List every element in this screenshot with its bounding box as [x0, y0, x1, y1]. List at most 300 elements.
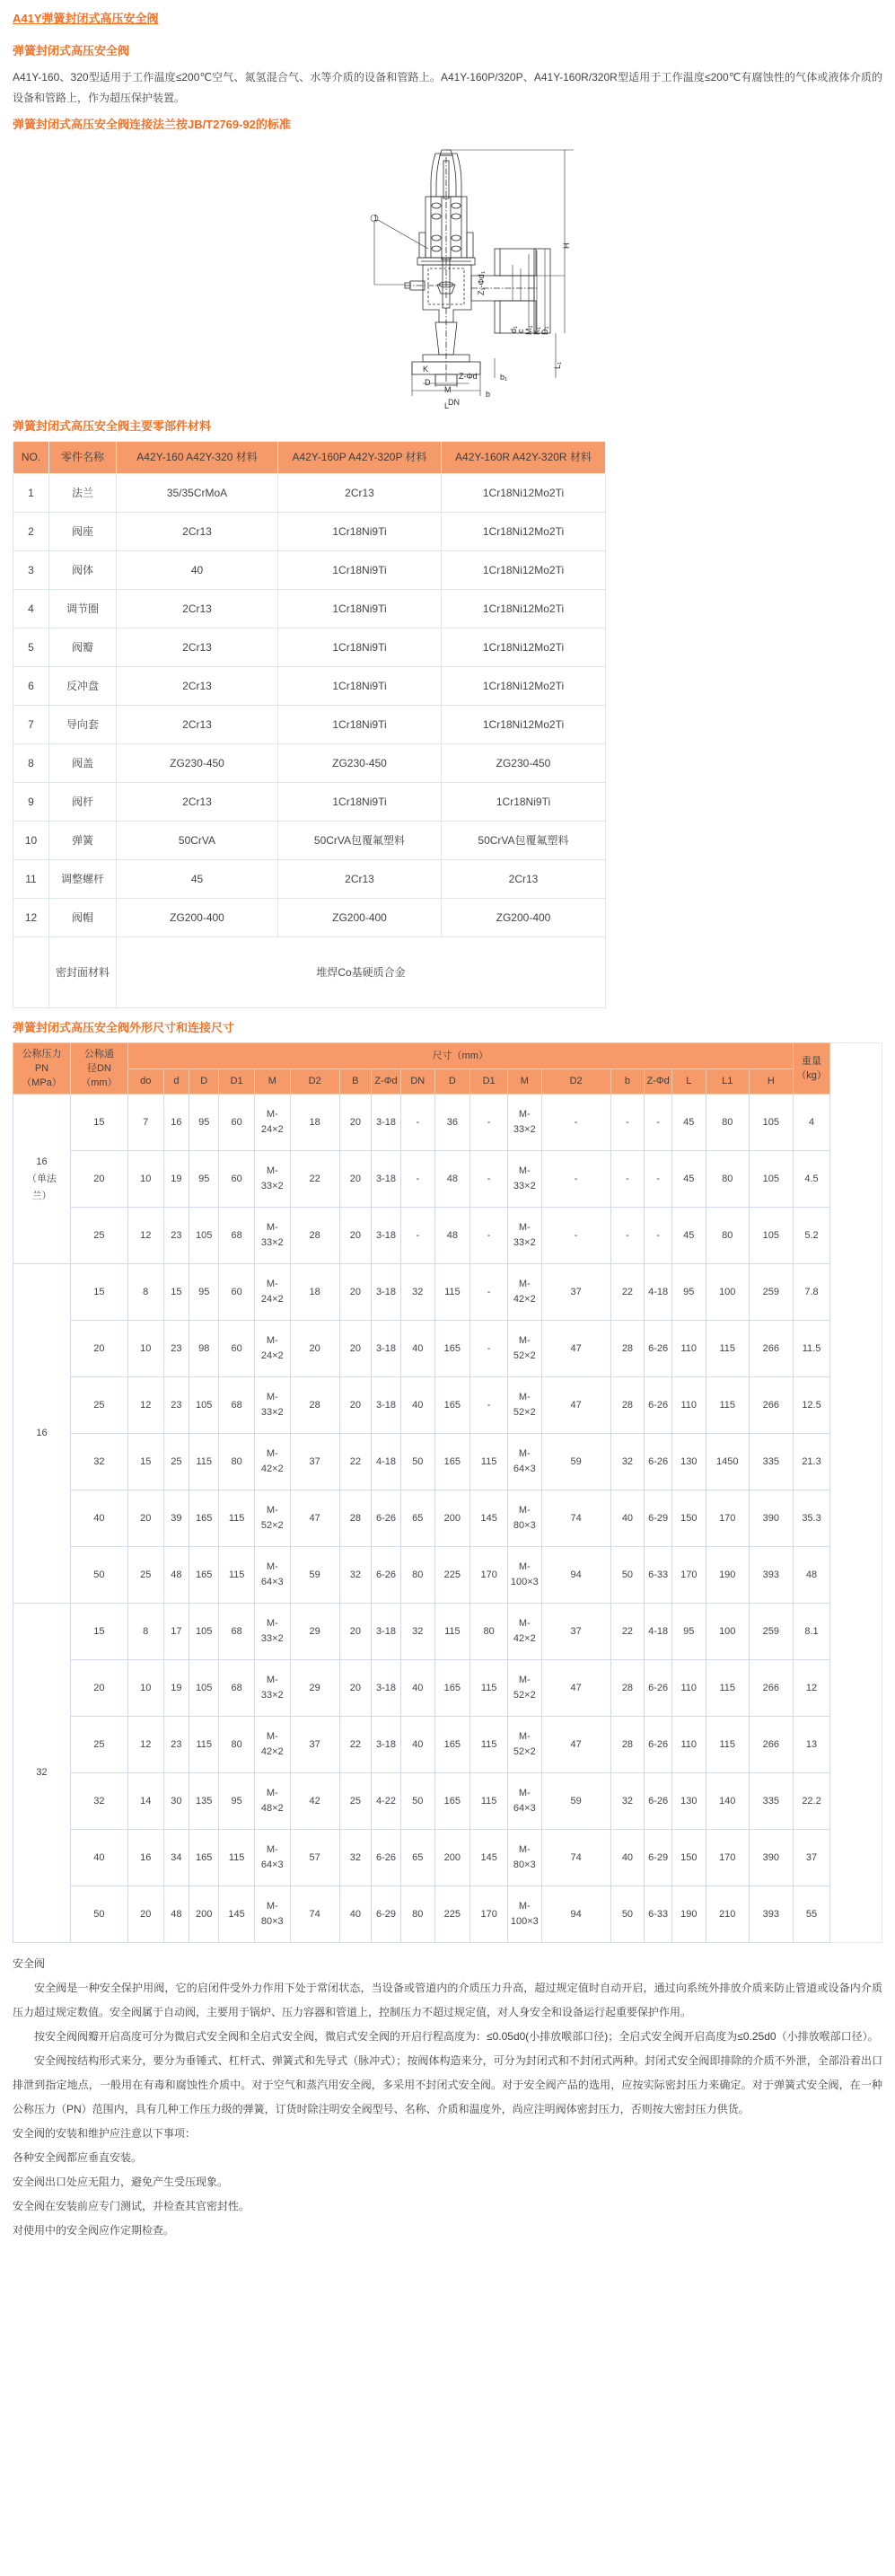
dim-cell: 40: [401, 1660, 434, 1717]
materials-cell-no: 2: [13, 513, 49, 551]
dim-cell: 6-26: [645, 1717, 672, 1773]
dim-cell: 4.5: [793, 1151, 830, 1208]
dim-cell: 95: [672, 1604, 706, 1660]
materials-cell-part: 反冲盘: [49, 667, 117, 706]
dim-cell: M-64×3: [508, 1434, 541, 1490]
dim-cell: 115: [706, 1717, 750, 1773]
dim-cell: 17: [163, 1604, 189, 1660]
dim-cell: 40: [339, 1886, 371, 1943]
dim-subcol-7: Z-Φd: [371, 1068, 400, 1095]
dim-cell: 115: [706, 1321, 750, 1377]
dim-cell: 60: [219, 1095, 255, 1151]
table-row: [13, 1095, 882, 1151]
dim-cell: 18: [290, 1095, 339, 1151]
dim-cell: 80: [219, 1717, 255, 1773]
dim-cell: 40: [610, 1830, 644, 1886]
dim-cell: 28: [610, 1717, 644, 1773]
dim-cell: 20: [339, 1208, 371, 1264]
dim-cell: 105: [189, 1660, 219, 1717]
materials-cell-m2: 1Cr18Ni9Ti: [278, 513, 442, 551]
dim-cell: 266: [750, 1717, 794, 1773]
table-row: [13, 1208, 882, 1264]
dim-cell: 3-18: [371, 1264, 400, 1321]
dim-cell: 80: [706, 1095, 750, 1151]
dim-cell: 115: [219, 1830, 255, 1886]
dim-cell: -: [645, 1151, 672, 1208]
dim-cell: 8: [127, 1604, 163, 1660]
dim-cell: 6-26: [645, 1660, 672, 1717]
dim-cell: 48: [434, 1151, 470, 1208]
dim-cell: M-42×2: [508, 1604, 541, 1660]
dim-cell: 7: [127, 1095, 163, 1151]
dim-cell: 47: [290, 1490, 339, 1547]
dim-cell: 28: [290, 1208, 339, 1264]
dim-cell: M-52×2: [508, 1660, 541, 1717]
dim-cell: M-64×3: [254, 1830, 290, 1886]
dim-cell: 28: [610, 1660, 644, 1717]
dim-cell: M-64×3: [508, 1773, 541, 1830]
materials-table-heading: 弹簧封闭式高压安全阀主要零部件材料: [13, 419, 212, 433]
dim-cell: 20: [339, 1604, 371, 1660]
dim-cell: 65: [401, 1490, 434, 1547]
dim-cell: -: [470, 1377, 508, 1434]
dim-cell: 25: [70, 1377, 127, 1434]
dim-cell: 12.5: [793, 1377, 830, 1434]
dim-cell: 4-18: [371, 1434, 400, 1490]
dim-cell: 6-26: [371, 1830, 400, 1886]
dim-cell: M-80×3: [254, 1886, 290, 1943]
dim-group-pn: [13, 1095, 71, 1264]
materials-cell-m3: 2Cr13: [442, 860, 606, 899]
table-row: [13, 1434, 882, 1490]
table-row: [13, 667, 606, 706]
dim-cell: 225: [434, 1547, 470, 1604]
dim-cell: 68: [219, 1377, 255, 1434]
dim-cell: 40: [70, 1830, 127, 1886]
dim-cell: 28: [290, 1377, 339, 1434]
dim-subcol-9: D: [434, 1068, 470, 1095]
dim-cell: M-24×2: [254, 1321, 290, 1377]
dim-cell: M-80×3: [508, 1830, 541, 1886]
dim-cell: 94: [541, 1886, 610, 1943]
table-row: [13, 1264, 882, 1321]
dim-cell: -: [610, 1208, 644, 1264]
dim-cell: 47: [541, 1717, 610, 1773]
materials-cell-m3: ZG230-450: [442, 744, 606, 783]
dim-cell: 6-29: [371, 1886, 400, 1943]
table-row: [13, 937, 606, 1008]
svg-text:M: M: [443, 385, 451, 394]
materials-col-r: A42Y-160R A42Y-320R 材料: [442, 442, 606, 474]
dim-cell: 115: [434, 1604, 470, 1660]
dim-cell: 32: [70, 1773, 127, 1830]
dim-cell: 22: [339, 1717, 371, 1773]
dim-cell: 80: [706, 1151, 750, 1208]
materials-col-part: 零件名称: [49, 442, 117, 474]
materials-cell-no: 1: [13, 474, 49, 513]
materials-cell-m2: 1Cr18Ni9Ti: [278, 629, 442, 667]
dim-cell: 23: [163, 1208, 189, 1264]
dim-cell: 74: [290, 1886, 339, 1943]
dim-cell: 22.2: [793, 1773, 830, 1830]
dim-cell: -: [541, 1151, 610, 1208]
dim-cell: 20: [339, 1095, 371, 1151]
svg-text:H: H: [561, 242, 571, 249]
dim-cell: 40: [401, 1717, 434, 1773]
dim-cell: 1450: [706, 1434, 750, 1490]
dim-cell: 57: [290, 1830, 339, 1886]
dim-cell: 130: [672, 1434, 706, 1490]
dim-cell: 393: [750, 1886, 794, 1943]
dim-cell: 95: [672, 1264, 706, 1321]
dim-cell: 10: [127, 1660, 163, 1717]
materials-cell-m3: 1Cr18Ni12Mo2Ti: [442, 667, 606, 706]
dim-cell: 60: [219, 1151, 255, 1208]
dim-group-pn-line: （单法: [26, 1173, 57, 1184]
dim-cell: 140: [706, 1773, 750, 1830]
materials-cell-m1: 50CrVA: [117, 822, 278, 860]
dim-cell: 11.5: [793, 1321, 830, 1377]
dim-cell: 165: [434, 1377, 470, 1434]
bottom-copy-paragraphs: [13, 1976, 882, 2243]
dim-col-pn-l2: PN: [34, 1063, 49, 1074]
dim-cell: 13: [793, 1717, 830, 1773]
dim-cell: 32: [339, 1830, 371, 1886]
dim-group-pn: [13, 1264, 71, 1604]
dim-cell: 30: [163, 1773, 189, 1830]
dim-cell: 190: [672, 1886, 706, 1943]
dim-cell: 35.3: [793, 1490, 830, 1547]
dim-cell: 335: [750, 1773, 794, 1830]
dim-cell: 150: [672, 1830, 706, 1886]
dim-cell: 20: [339, 1321, 371, 1377]
page-title-text[interactable]: A41Y弹簧封闭式高压安全阀: [13, 12, 159, 25]
svg-text:M₁: M₁: [523, 325, 533, 335]
svg-text:D: D: [424, 378, 430, 387]
dim-cell: 105: [189, 1377, 219, 1434]
table-row: [13, 1547, 882, 1604]
dim-subcol-17: H: [750, 1068, 794, 1095]
dim-col-weight-l1: 重量: [802, 1056, 822, 1067]
dim-group-pn-line: 兰）: [31, 1190, 52, 1201]
dim-cell: 45: [672, 1208, 706, 1264]
dim-cell: 34: [163, 1830, 189, 1886]
materials-cell-m1: 40: [117, 551, 278, 590]
dim-cell: 48: [434, 1208, 470, 1264]
materials-cell-m1: 35/35CrMoA: [117, 474, 278, 513]
dim-cell: 59: [541, 1773, 610, 1830]
dim-cell: 74: [541, 1490, 610, 1547]
dim-cell: 165: [434, 1434, 470, 1490]
dim-cell: 3-18: [371, 1660, 400, 1717]
dim-cell: 23: [163, 1717, 189, 1773]
dimensions-header-row-2: [13, 1068, 882, 1095]
svg-text:Z-Φd: Z-Φd: [458, 372, 478, 381]
dim-cell: 6-29: [645, 1490, 672, 1547]
materials-cell-part: 法兰: [49, 474, 117, 513]
dim-cell: 165: [434, 1717, 470, 1773]
dim-subcol-8: DN: [401, 1068, 434, 1095]
dim-cell: 50: [610, 1547, 644, 1604]
page-title: [0, 0, 895, 26]
dimensions-header-row-1: [13, 1043, 882, 1069]
dim-cell: 23: [163, 1321, 189, 1377]
dim-cell: 105: [189, 1604, 219, 1660]
materials-col-std: A42Y-160 A42Y-320 材料: [117, 442, 278, 474]
table-row: [13, 783, 606, 822]
dim-cell: M-33×2: [254, 1604, 290, 1660]
svg-text:DN: DN: [447, 398, 460, 407]
table-row: [13, 706, 606, 744]
dim-cell: 20: [339, 1151, 371, 1208]
svg-text:d₁: d₁: [508, 325, 518, 333]
valve-drawing-container: [0, 134, 895, 418]
dim-cell: 115: [470, 1434, 508, 1490]
dim-cell: 50: [610, 1886, 644, 1943]
dim-cell: 10: [127, 1151, 163, 1208]
dim-col-dn: [70, 1043, 127, 1095]
dim-cell: 29: [290, 1604, 339, 1660]
dim-cell: 45: [672, 1151, 706, 1208]
dim-cell: 3-18: [371, 1151, 400, 1208]
dim-cell: 6-33: [645, 1547, 672, 1604]
dim-cell: M-42×2: [508, 1264, 541, 1321]
dim-cell: 32: [401, 1604, 434, 1660]
dim-subcol-6: B: [339, 1068, 371, 1095]
materials-table: [13, 441, 606, 1008]
dim-cell: 37: [793, 1830, 830, 1886]
svg-text:b₁: b₁: [499, 373, 507, 382]
dim-cell: 100: [706, 1264, 750, 1321]
dim-group-pn-line: 32: [36, 1767, 48, 1778]
dim-cell: -: [610, 1151, 644, 1208]
materials-table-body: [13, 474, 606, 1008]
dim-cell: 135: [189, 1773, 219, 1830]
materials-cell-m3: 50CrVA包覆氟塑料: [442, 822, 606, 860]
materials-cell-m2: 1Cr18Ni9Ti: [278, 706, 442, 744]
bottom-copy-heading: 安全阀: [13, 1957, 46, 1970]
dim-cell: 170: [470, 1886, 508, 1943]
table-row: [13, 1660, 882, 1717]
table-row: [13, 590, 606, 629]
dim-cell: M-80×3: [508, 1490, 541, 1547]
dim-cell: 165: [434, 1321, 470, 1377]
dim-cell: 225: [434, 1886, 470, 1943]
dim-cell: 4-22: [371, 1773, 400, 1830]
dim-cell: 170: [672, 1547, 706, 1604]
dim-cell: 393: [750, 1547, 794, 1604]
dim-cell: 48: [793, 1547, 830, 1604]
dim-cell: 36: [434, 1095, 470, 1151]
dim-subcol-0: do: [127, 1068, 163, 1095]
dim-cell: 45: [672, 1095, 706, 1151]
materials-cell-part: 弹簧: [49, 822, 117, 860]
table-row: [13, 1604, 882, 1660]
materials-cell-m1: 2Cr13: [117, 667, 278, 706]
dim-cell: 3-18: [371, 1604, 400, 1660]
table-row: [13, 1151, 882, 1208]
dim-cell: M-33×2: [254, 1660, 290, 1717]
dim-subcol-4: M: [254, 1068, 290, 1095]
svg-text:L: L: [443, 401, 449, 410]
dim-cell: 6-26: [371, 1547, 400, 1604]
dim-cell: 40: [610, 1490, 644, 1547]
bottom-copy: [0, 1943, 895, 2261]
bottom-copy-paragraph: 安全阀的安装和维护应注意以下事项：: [13, 2127, 197, 2140]
dim-cell: 6-26: [371, 1490, 400, 1547]
dim-cell: 22: [290, 1151, 339, 1208]
dim-cell: 20: [339, 1660, 371, 1717]
materials-cell-m3: 1Cr18Ni12Mo2Ti: [442, 513, 606, 551]
dim-cell: 105: [750, 1208, 794, 1264]
dim-cell: 25: [339, 1773, 371, 1830]
table-row: [13, 1490, 882, 1547]
dim-cell: 68: [219, 1660, 255, 1717]
dim-cell: 115: [470, 1773, 508, 1830]
dim-cell: 28: [610, 1321, 644, 1377]
dim-subcol-12: D2: [541, 1068, 610, 1095]
materials-cell-part: 阀体: [49, 551, 117, 590]
dim-cell: 12: [127, 1208, 163, 1264]
dim-cell: M-64×3: [254, 1547, 290, 1604]
svg-text:L₁: L₁: [552, 361, 562, 369]
materials-cell-m3: 1Cr18Ni12Mo2Ti: [442, 629, 606, 667]
dim-cell: 6-26: [645, 1377, 672, 1434]
dim-cell: 115: [706, 1377, 750, 1434]
dim-cell: 65: [401, 1830, 434, 1886]
dim-cell: 15: [163, 1264, 189, 1321]
dim-cell: 32: [339, 1547, 371, 1604]
dim-col-dn-l2: 径DN: [86, 1063, 111, 1074]
materials-cell-no: 6: [13, 667, 49, 706]
materials-cell-m1: 2Cr13: [117, 629, 278, 667]
bottom-copy-paragraph: 安全阀出口处应无阻力，避免产生受压现象。: [13, 2176, 229, 2188]
dim-cell: 20: [70, 1660, 127, 1717]
dim-cell: 115: [470, 1717, 508, 1773]
dim-cell: 4-18: [645, 1264, 672, 1321]
materials-cell-part: 阀座: [49, 513, 117, 551]
dim-cell: 50: [401, 1773, 434, 1830]
dim-cell: 115: [706, 1660, 750, 1717]
dim-cell: M-100×3: [508, 1547, 541, 1604]
dim-cell: M-42×2: [254, 1717, 290, 1773]
materials-cell-m2: 1Cr18Ni9Ti: [278, 783, 442, 822]
dim-cell: 170: [470, 1547, 508, 1604]
dim-col-dn-l3: （mm）: [81, 1077, 118, 1088]
dim-col-pn-l1: 公称压力: [22, 1049, 62, 1059]
dim-cell: 19: [163, 1151, 189, 1208]
bottom-copy-paragraph: 安全阀是一种安全保护用阀，它的启闭件受外力作用下处于常闭状态，当设备或管道内的介质压力升高，超过规定值时自动开启，通过向系统外排放介质来防止管道或设备内介质压力超过规定数值。安全阀属于自动阀，主要用于锅炉、压力容器和管道上，控制压力不超过规定值，对人身安全和设备运行起重要保护作用。: [13, 1982, 882, 2018]
materials-cell-m3: 1Cr18Ni12Mo2Ti: [442, 474, 606, 513]
dim-cell: 29: [290, 1660, 339, 1717]
dim-cell: 12: [127, 1717, 163, 1773]
dim-cell: -: [645, 1095, 672, 1151]
materials-cell-m1: 2Cr13: [117, 706, 278, 744]
materials-cell-m1: 2Cr13: [117, 513, 278, 551]
table-row: [13, 1830, 882, 1886]
dim-cell: M-33×2: [254, 1377, 290, 1434]
materials-cell-no: 12: [13, 899, 49, 937]
dim-cell: 200: [434, 1490, 470, 1547]
dim-cell: 105: [750, 1095, 794, 1151]
materials-cell-m3: 1Cr18Ni9Ti: [442, 783, 606, 822]
materials-cell-part: 阀瓣: [49, 629, 117, 667]
dim-cell: 16: [127, 1830, 163, 1886]
dim-cell: M-52×2: [508, 1377, 541, 1434]
dim-cell: -: [645, 1208, 672, 1264]
table-row: [13, 474, 606, 513]
intro-paragraph: [0, 67, 895, 109]
table-row: [13, 1773, 882, 1830]
dim-cell: -: [401, 1095, 434, 1151]
svg-text:K: K: [422, 365, 428, 374]
dim-cell: 55: [793, 1886, 830, 1943]
dim-cell: 20: [339, 1377, 371, 1434]
materials-cell-m2: ZG230-450: [278, 744, 442, 783]
dim-cell: 130: [672, 1773, 706, 1830]
dim-cell: 100: [706, 1604, 750, 1660]
dim-cell: 39: [163, 1490, 189, 1547]
dim-cell: 3-18: [371, 1377, 400, 1434]
dim-cell: 15: [127, 1434, 163, 1490]
dim-cell: M-33×2: [254, 1151, 290, 1208]
dim-cell: 10: [127, 1321, 163, 1377]
materials-cell-part: 密封面材料: [49, 937, 117, 1008]
dim-cell: M-48×2: [254, 1773, 290, 1830]
dim-group-pn-line: 16: [36, 1156, 48, 1167]
dim-cell: 200: [434, 1830, 470, 1886]
dim-cell: 47: [541, 1321, 610, 1377]
dim-cell: 390: [750, 1830, 794, 1886]
materials-cell-m1: 45: [117, 860, 278, 899]
dim-cell: M-33×2: [508, 1151, 541, 1208]
dim-cell: 165: [434, 1660, 470, 1717]
dim-cell: 110: [672, 1660, 706, 1717]
valve-cross-section-drawing: [268, 143, 627, 412]
dim-cell: 115: [219, 1490, 255, 1547]
dim-subcol-5: D2: [290, 1068, 339, 1095]
dim-cell: 105: [750, 1151, 794, 1208]
dim-cell: 5.2: [793, 1208, 830, 1264]
dim-cell: 22: [610, 1264, 644, 1321]
dim-cell: 105: [189, 1208, 219, 1264]
dim-cell: 110: [672, 1717, 706, 1773]
dim-cell: 20: [70, 1321, 127, 1377]
dim-cell: 37: [541, 1264, 610, 1321]
dim-cell: 80: [401, 1886, 434, 1943]
dim-cell: 210: [706, 1886, 750, 1943]
dim-cell: 3-18: [371, 1095, 400, 1151]
materials-cell-m3: 1Cr18Ni12Mo2Ti: [442, 706, 606, 744]
dim-cell: 3-18: [371, 1321, 400, 1377]
bottom-copy-paragraph: 对使用中的安全阀应作定期检查。: [13, 2224, 175, 2237]
dim-cell: 25: [163, 1434, 189, 1490]
bottom-copy-paragraph: 安全阀在安装前应专门测试，并检查其官密封性。: [13, 2200, 250, 2212]
table-row: [13, 513, 606, 551]
dim-cell: 200: [189, 1886, 219, 1943]
dim-cell: 68: [219, 1604, 255, 1660]
dim-col-dn-l1: 公称通: [83, 1049, 114, 1059]
table-row: [13, 860, 606, 899]
materials-cell-part: 阀杆: [49, 783, 117, 822]
materials-cell-m1: 2Cr13: [117, 590, 278, 629]
materials-cell-m2: 2Cr13: [278, 474, 442, 513]
dim-cell: 14: [127, 1773, 163, 1830]
materials-col-p: A42Y-160P A42Y-320P 材料: [278, 442, 442, 474]
dim-cell: M-52×2: [254, 1490, 290, 1547]
materials-cell-m3: ZG200-400: [442, 899, 606, 937]
materials-cell-no: 5: [13, 629, 49, 667]
